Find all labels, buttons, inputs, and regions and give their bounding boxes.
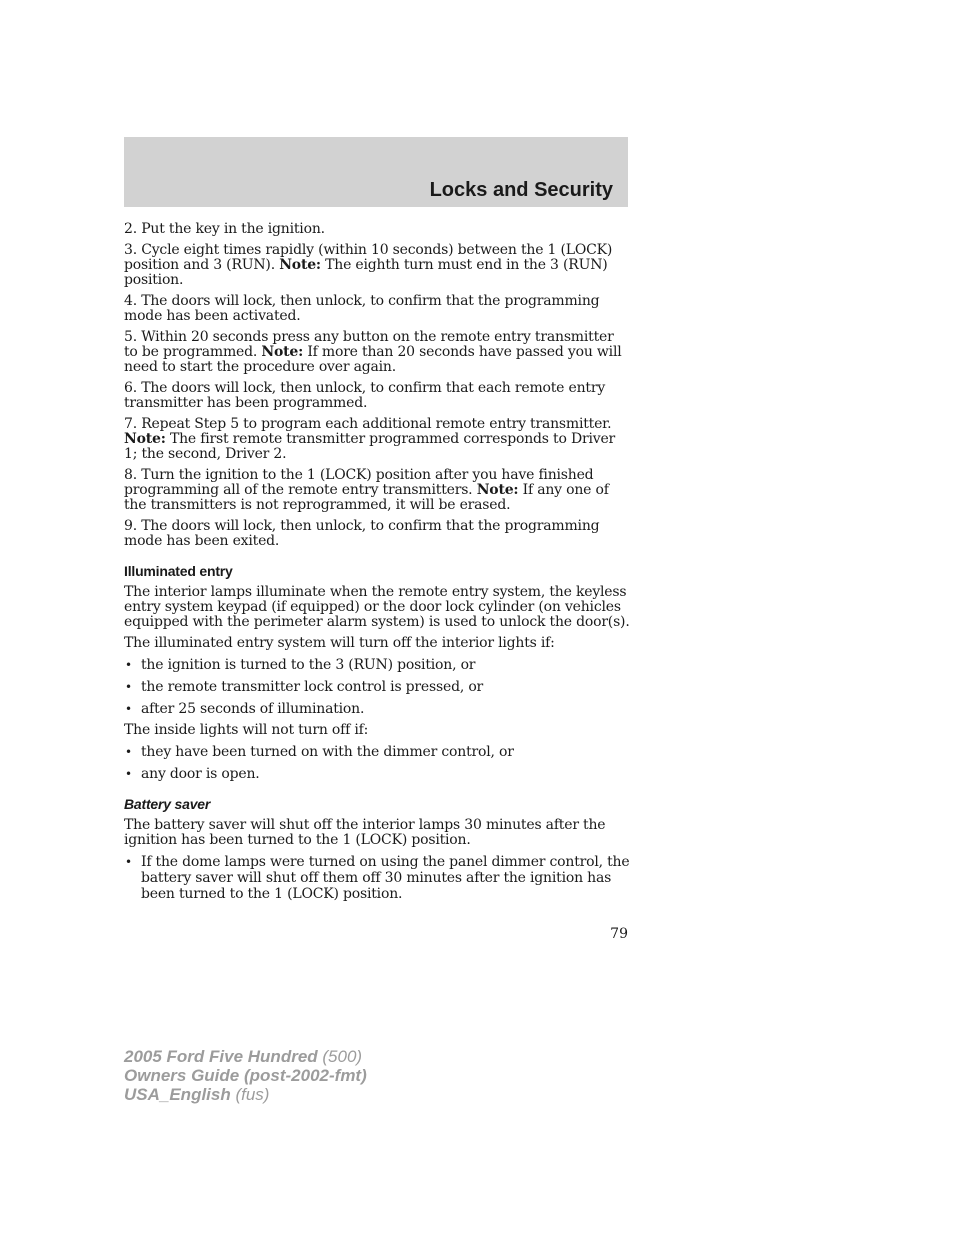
list-item-text: the remote transmitter lock control is pressed, or — [141, 679, 484, 695]
illuminated-entry-intro: The interior lamps illuminate when the remote entry system, the keyless entry system keypad (if equipped) or the door lock cylinder (on vehicles equipped with the perimeter alarm system) is used to unlock the door(s). — [124, 584, 630, 630]
note-label: Note: — [476, 482, 519, 498]
section-header-band — [124, 137, 628, 207]
bullet-icon: • — [125, 680, 132, 694]
footer-model-code: (500) — [317, 1047, 363, 1066]
step-paragraph — [124, 330, 630, 375]
list-item — [124, 701, 630, 717]
bullet-icon: • — [125, 745, 132, 759]
step-text: 3. Cycle eight times rapidly (within 10 seconds) between the 1 (LOCK) position and 3 (RUN). — [124, 242, 613, 273]
footer-language-code: (fus) — [230, 1085, 270, 1104]
step-text: The first remote transmitter programmed corresponds to Driver 1; the second, Driver 2. — [124, 431, 616, 462]
not-turn-off-conditions-list — [124, 744, 630, 782]
step-paragraph — [124, 243, 630, 288]
list-item-text: they have been turned on with the dimmer control, or — [141, 744, 514, 760]
step-text: 9. The doors will lock, then unlock, to confirm that the programming mode has been exited. — [124, 518, 600, 549]
step-text: 8. Turn the ignition to the 1 (LOCK) position after you have finished programming all of the remote entry transmitters. — [124, 467, 594, 498]
step-paragraph — [124, 381, 630, 411]
section-title: Locks and Security — [429, 179, 613, 201]
list-item-text: the ignition is turned to the 3 (RUN) position, or — [141, 657, 476, 673]
heading-battery-saver: Battery saver — [124, 796, 211, 812]
battery-saver-intro: The battery saver will shut off the interior lamps 30 minutes after the ignition has been turned to the 1 (LOCK) position. — [124, 817, 606, 848]
footer-language: USA_English — [124, 1085, 231, 1104]
turn-off-conditions-list — [124, 657, 630, 717]
step-text: If more than 20 seconds have passed you will need to start the procedure over again. — [124, 344, 622, 375]
footer-line-3 — [124, 1085, 367, 1104]
footer-line-1 — [124, 1047, 367, 1066]
step-paragraph — [124, 294, 630, 324]
footer-line-2 — [124, 1066, 367, 1085]
step-text: If any one of the transmitters is not reprogrammed, it will be erased. — [124, 482, 609, 513]
footer-model: 2005 Ford Five Hundred — [124, 1047, 318, 1066]
list-item — [124, 766, 630, 782]
list-item-text: any door is open. — [141, 766, 260, 782]
bullet-icon: • — [125, 658, 132, 672]
list-item-text: If the dome lamps were turned on using the panel dimmer control, the battery saver will shut off them off 30 minutes after the ignition has been turned to the 1 (LOCK) position. — [141, 854, 630, 902]
note-label: Note: — [261, 344, 304, 360]
step-paragraph — [124, 468, 630, 513]
page-content — [124, 222, 630, 908]
illuminated-entry-off-intro: The illuminated entry system will turn off the interior lights if: — [124, 635, 555, 651]
step-text: 5. Within 20 seconds press any button on the remote entry transmitter to be programmed. — [124, 329, 614, 360]
programming-steps — [124, 222, 630, 549]
step-paragraph — [124, 519, 630, 549]
note-label: Note: — [124, 431, 166, 447]
illuminated-entry-not-off-intro: The inside lights will not turn off if: — [124, 722, 369, 738]
step-text: The eighth turn must end in the 3 (RUN) position. — [124, 257, 608, 288]
step-paragraph — [124, 222, 630, 237]
list-item-text: after 25 seconds of illumination. — [141, 701, 365, 717]
step-text: 4. The doors will lock, then unlock, to confirm that the programming mode has been activated. — [124, 293, 600, 324]
step-paragraph — [124, 417, 630, 462]
note-label: Note: — [279, 257, 321, 273]
footer-guide: Owners Guide (post-2002-fmt) — [124, 1066, 367, 1085]
bullet-icon: • — [125, 767, 132, 781]
list-item — [124, 744, 630, 760]
step-text: 6. The doors will lock, then unlock, to confirm that each remote entry transmitter has been programmed. — [124, 380, 606, 411]
step-text: 7. Repeat Step 5 to program each additional remote entry transmitter. — [124, 416, 612, 432]
bullet-icon: • — [125, 855, 132, 869]
list-item — [124, 854, 630, 902]
bullet-icon: • — [125, 702, 132, 716]
list-item — [124, 657, 630, 673]
heading-illuminated-entry: Illuminated entry — [124, 563, 233, 579]
step-text: 2. Put the key in the ignition. — [124, 221, 325, 237]
list-item — [124, 679, 630, 695]
battery-saver-list — [124, 854, 630, 902]
page-number: 79 — [610, 926, 628, 942]
document-footer — [124, 1047, 367, 1104]
